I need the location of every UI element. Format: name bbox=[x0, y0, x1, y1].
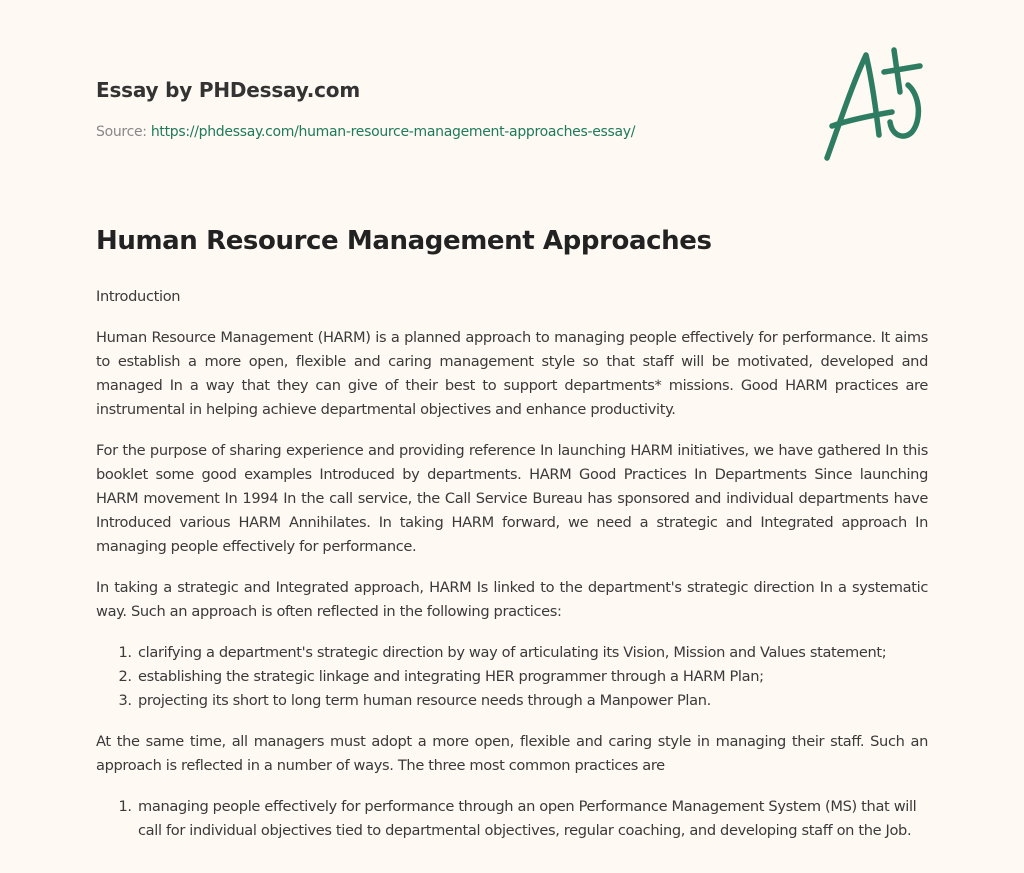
site-title: Essay by PHDessay.com bbox=[96, 78, 360, 102]
paragraph: At the same time, all managers must adopt a more open, flexible and caring style in managing their staff. Such an approach is reflected in a number of ways. The three most common practices are bbox=[96, 733, 928, 774]
list-item: 1. managing people effectively for performance through an open Performance Management System (MS) that will call for individual objectives tied to departmental objectives, regular coaching, and developing staff on the Job. bbox=[136, 795, 928, 843]
a-plus-logo-icon bbox=[824, 40, 934, 165]
paragraph: For the purpose of sharing experience and providing reference In launching HARM initiatives, we have gathered In this booklet some good examples Introduced by departments. HARM Good Practices In Departments Since launching HARM movement In 1994 In the call service, the Call Service Bureau has sponsored and individual departments have Introduced various HARM Annihilates. In taking HARM forward, we need a strategic and Integrated approach In managing people effectively for performance. bbox=[96, 442, 928, 555]
paragraph: In taking a strategic and Integrated approach, HARM Is linked to the department's strategic direction In a systematic way. Such an approach is often reflected in the following practices: bbox=[96, 579, 928, 620]
practices-list bbox=[96, 641, 928, 713]
common-practices-list bbox=[96, 795, 928, 843]
section-heading: Introduction bbox=[96, 288, 181, 305]
source-line bbox=[96, 124, 635, 140]
list-item: 2. establishing the strategic linkage and integrating HER programmer through a HARM Plan; bbox=[136, 665, 928, 689]
article-body bbox=[96, 285, 928, 860]
paragraph: Human Resource Management (HARM) is a planned approach to managing people effectively for performance. It aims to establish a more open, flexible and caring management style so that staff will be motivated, developed and managed In a way that they can give of their best to support departments* missions. Good HARM practices are instrumental in helping achieve departmental objectives and enhance productivity. bbox=[96, 329, 928, 418]
list-item: 3. projecting its short to long term human resource needs through a Manpower Plan. bbox=[136, 689, 928, 713]
article-title: Human Resource Management Approaches bbox=[96, 226, 712, 256]
source-label: Source: bbox=[96, 124, 147, 140]
source-link[interactable]: https://phdessay.com/human-resource-management-approaches-essay/ bbox=[150, 124, 636, 140]
list-item: 1. clarifying a department's strategic direction by way of articulating its Vision, Mission and Values statement; bbox=[136, 641, 928, 665]
